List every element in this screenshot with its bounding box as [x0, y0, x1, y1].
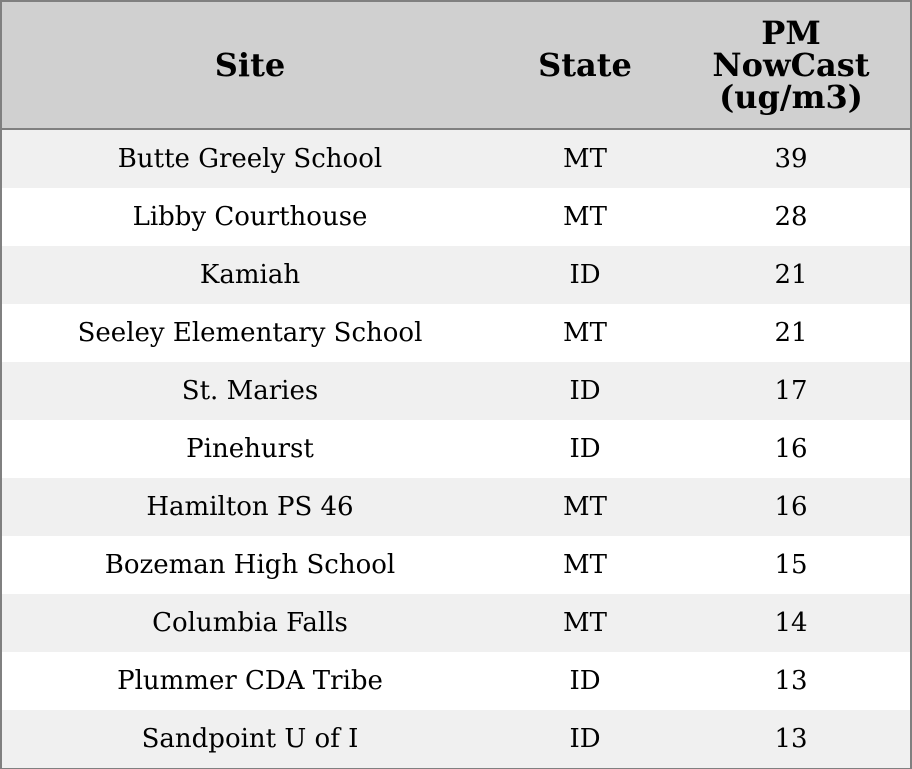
table-row — [2, 420, 910, 478]
header-pm-line-2: NowCast — [712, 46, 870, 84]
header-pm-line-3: (ug/m3) — [719, 78, 863, 116]
cell-site: Sandpoint U of I — [2, 710, 498, 768]
cell-pm-value: 14 — [672, 594, 910, 652]
cell-site: Seeley Elementary School — [2, 304, 498, 362]
cell-pm-value: 16 — [672, 420, 910, 478]
header-site-line: Site — [214, 46, 286, 84]
header-state-line: State — [538, 46, 632, 84]
cell-site: Hamilton PS 46 — [2, 478, 498, 536]
table-header — [2, 2, 910, 129]
table-row — [2, 188, 910, 246]
header-pm-line-1: PM — [761, 14, 821, 52]
table-row — [2, 304, 910, 362]
cell-state: MT — [498, 129, 672, 188]
cell-pm-value: 13 — [672, 710, 910, 768]
cell-state: MT — [498, 188, 672, 246]
cell-state: ID — [498, 420, 672, 478]
header-site — [2, 2, 498, 129]
cell-site: Bozeman High School — [2, 536, 498, 594]
table-row — [2, 362, 910, 420]
cell-pm-value: 15 — [672, 536, 910, 594]
header-state — [498, 2, 672, 129]
cell-site: Kamiah — [2, 246, 498, 304]
cell-site: Columbia Falls — [2, 594, 498, 652]
cell-state: ID — [498, 246, 672, 304]
pm-nowcast-table — [2, 2, 910, 768]
cell-state: MT — [498, 536, 672, 594]
table-row — [2, 536, 910, 594]
cell-pm-value: 21 — [672, 304, 910, 362]
table-row — [2, 652, 910, 710]
cell-site: Pinehurst — [2, 420, 498, 478]
header-row — [2, 2, 910, 129]
table-row — [2, 129, 910, 188]
cell-state: ID — [498, 652, 672, 710]
cell-site: Butte Greely School — [2, 129, 498, 188]
cell-site: St. Maries — [2, 362, 498, 420]
cell-pm-value: 21 — [672, 246, 910, 304]
table-row — [2, 594, 910, 652]
cell-state: MT — [498, 304, 672, 362]
cell-site: Plummer CDA Tribe — [2, 652, 498, 710]
table-row — [2, 478, 910, 536]
cell-pm-value: 16 — [672, 478, 910, 536]
cell-pm-value: 28 — [672, 188, 910, 246]
table-row — [2, 710, 910, 768]
cell-state: MT — [498, 594, 672, 652]
cell-state: ID — [498, 710, 672, 768]
cell-pm-value: 17 — [672, 362, 910, 420]
cell-pm-value: 39 — [672, 129, 910, 188]
cell-state: ID — [498, 362, 672, 420]
table-body — [2, 129, 910, 768]
table-row — [2, 246, 910, 304]
cell-site: Libby Courthouse — [2, 188, 498, 246]
cell-state: MT — [498, 478, 672, 536]
header-pm-nowcast — [672, 2, 910, 129]
cell-pm-value: 13 — [672, 652, 910, 710]
